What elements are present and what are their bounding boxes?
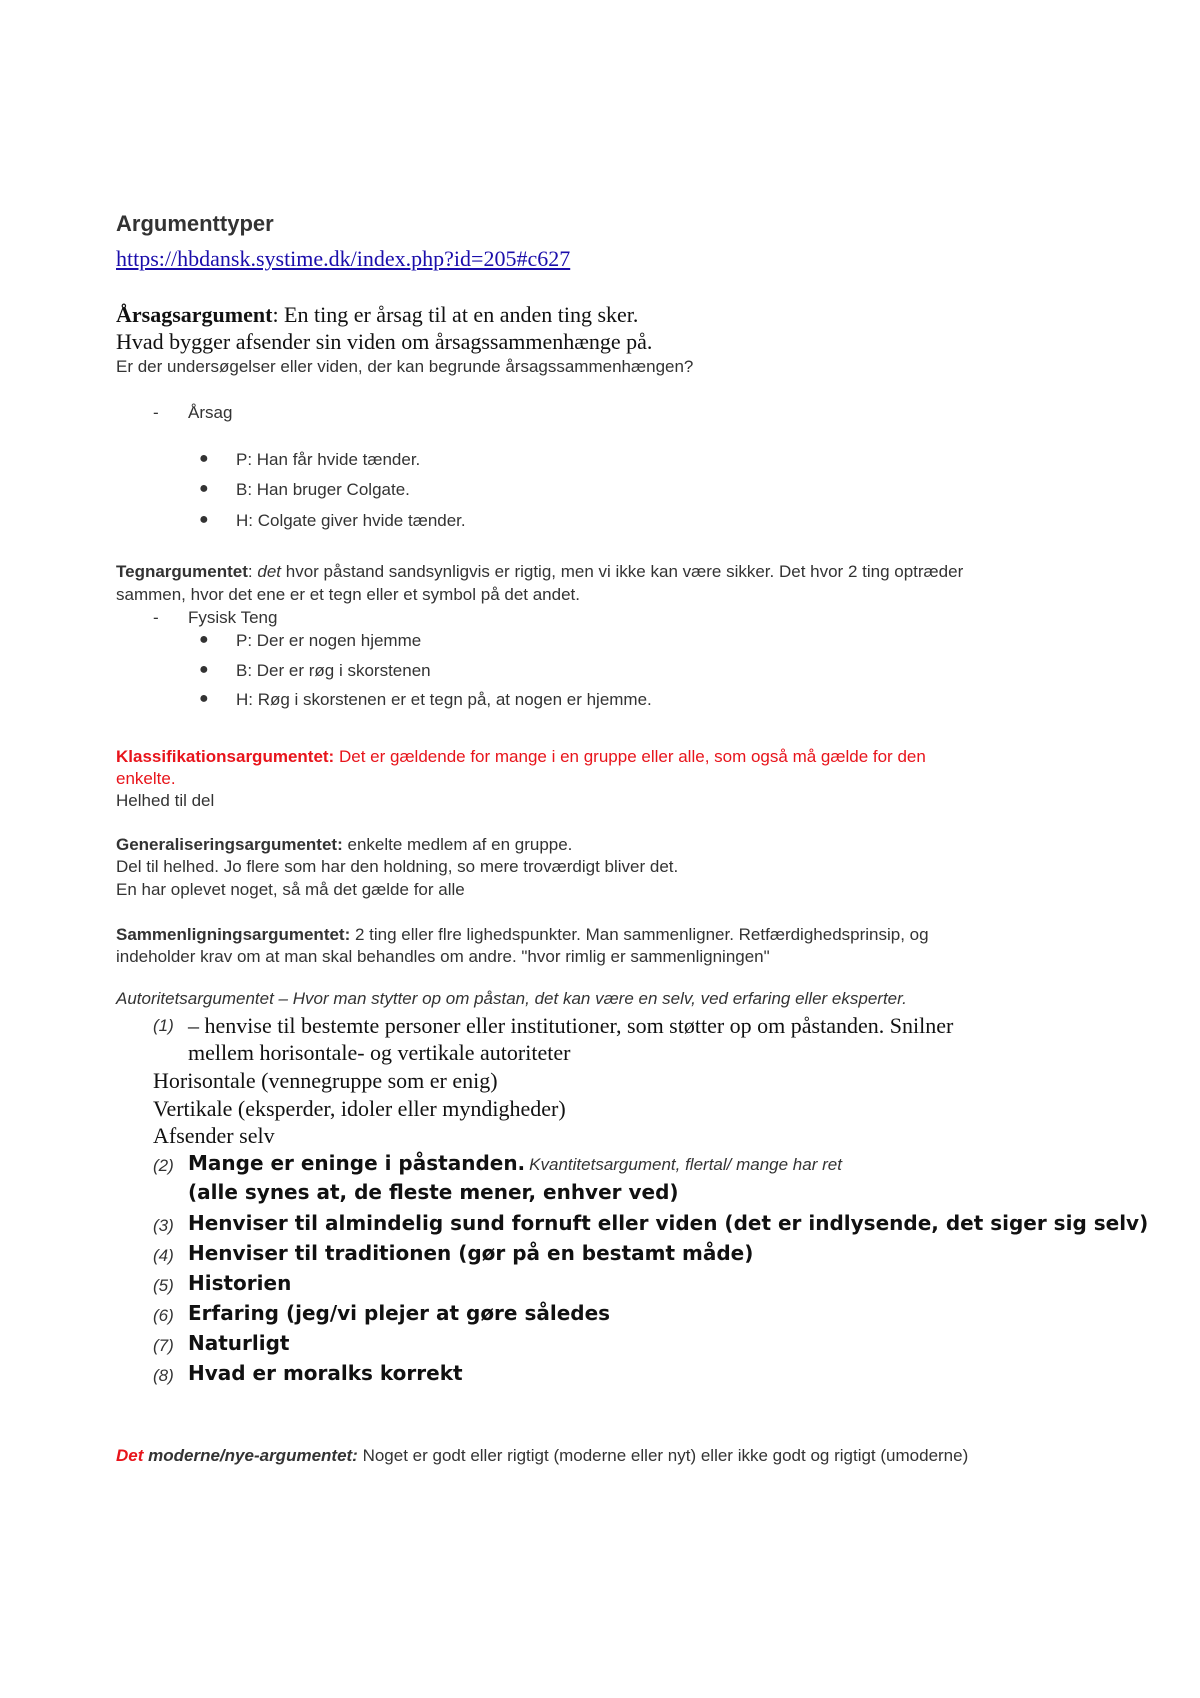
item-number: (7) <box>153 1336 174 1355</box>
arsag-dash: - <box>153 403 159 422</box>
bullet-icon: ● <box>199 690 209 707</box>
autoritet-item2-bold: Mange er eninge i påstanden. <box>188 1151 526 1175</box>
tegn-line1 <box>116 562 963 582</box>
item-number: (4) <box>153 1246 174 1265</box>
autoritet-item-6: Erfaring (jeg/vi plejer at gøre således <box>188 1301 611 1325</box>
tegn-sub: Fysisk Teng <box>188 608 278 627</box>
klass-rest: Det er gældende for mange i en gruppe eller alle, som også må gælde for den <box>338 747 926 766</box>
item-number: (8) <box>153 1366 174 1385</box>
tegn-det: det <box>257 562 282 581</box>
autoritet-plain-3: Afsender selv <box>153 1123 275 1148</box>
klass-heading: Klassifikationsargumentet: <box>116 747 335 766</box>
klass-line2: enkelte. <box>116 769 176 788</box>
moderne-heading-red: Det <box>116 1446 144 1465</box>
arsag-bullet-3: H: Colgate giver hvide tænder. <box>236 511 466 530</box>
autoritet-item2-line2: (alle synes at, de fleste mener, enhver ved) <box>188 1180 679 1204</box>
bullet-icon: ● <box>199 450 209 467</box>
arsag-heading-line <box>116 302 638 328</box>
autoritet-plain-2: Vertikale (eksperder, idoler eller myndigheder) <box>153 1096 566 1121</box>
tegn-bullet-2: B: Der er røg i skorstenen <box>236 661 431 680</box>
tegn-heading: Tegnargumentet <box>116 562 248 581</box>
autoritet-item-7: Naturligt <box>188 1331 290 1355</box>
sammen-heading: Sammenligningsargumentet: <box>116 925 351 944</box>
sammen-line1 <box>116 925 929 945</box>
doc-title: Argumenttyper <box>116 211 274 236</box>
arsag-line2: Hvad bygger afsender sin viden om årsagssammenhænge på. <box>116 329 653 354</box>
autoritet-item2-italic: Kvantitetsargument, flertal/ mange har ret <box>529 1155 842 1174</box>
autoritet-item-5: Historien <box>188 1271 292 1295</box>
arsag-line3: Er der undersøgelser eller viden, der kan begrunde årsagssammenhængen? <box>116 357 694 376</box>
autoritet-item1-line1: – henvise til bestemte personer eller institutioner, som støtter op om påstanden. Snilner <box>188 1013 954 1038</box>
moderne-line <box>116 1446 968 1466</box>
klass-line1 <box>116 747 926 767</box>
general-rest: enkelte medlem af en gruppe. <box>347 835 573 854</box>
autoritet-plain-1: Horisontale (vennegruppe som er enig) <box>153 1068 498 1093</box>
bullet-icon: ● <box>199 661 209 678</box>
bullet-icon: ● <box>199 631 209 648</box>
tegn-line2: sammen, hvor det ene er et tegn eller et symbol på det andet. <box>116 585 580 604</box>
general-line1 <box>116 835 572 855</box>
autoritet-item2-line1 <box>188 1151 842 1175</box>
item-number: (5) <box>153 1276 174 1295</box>
autoritet-item-3: Henviser til almindelig sund fornuft eller viden (det er indlysende, det siger sig selv) <box>188 1211 1149 1235</box>
autoritet-item-4: Henviser til traditionen (gør på en bestamt måde) <box>188 1241 754 1265</box>
source-link[interactable]: https://hbdansk.systime.dk/index.php?id=205#c627 <box>116 246 571 271</box>
autoritet-item1-line2: mellem horisontale- og vertikale autoriteter <box>188 1040 571 1065</box>
autoritet-item-8: Hvad er moralks korrekt <box>188 1361 463 1385</box>
arsag-sub: Årsag <box>188 403 233 422</box>
klass-line3: Helhed til del <box>116 791 215 810</box>
item-number: (6) <box>153 1306 174 1325</box>
item-number: (3) <box>153 1216 174 1235</box>
bullet-icon: ● <box>199 511 209 528</box>
sammen-rest: 2 ting eller flre lighedspunkter. Man sammenligner. Retfærdighedsprinsip, og <box>355 925 929 944</box>
tegn-bullet-3: H: Røg i skorstenen er et tegn på, at nogen er hjemme. <box>236 690 652 709</box>
item-number: (2) <box>153 1156 174 1175</box>
autoritet-intro: Autoritetsargumentet – Hvor man stytter op om påstan, det kan være en selv, ved erfaring eller eksperter. <box>116 989 907 1008</box>
bullet-icon: ● <box>199 480 209 497</box>
item-number: (1) <box>153 1016 174 1035</box>
arsag-bullet-2: B: Han bruger Colgate. <box>236 480 410 499</box>
tegn-colon: : <box>247 562 253 581</box>
tegn-dash: - <box>153 608 159 627</box>
general-line2: Del til helhed. Jo flere som har den holdning, so mere troværdigt bliver det. <box>116 857 679 876</box>
general-heading: Generaliseringsargumentet: <box>116 835 343 854</box>
moderne-heading: moderne/nye-argumentet: <box>148 1446 358 1465</box>
general-line3: En har oplevet noget, så må det gælde for alle <box>116 880 465 899</box>
arsag-heading: Årsagsargument <box>116 302 273 327</box>
tegn-bullet-1: P: Der er nogen hjemme <box>236 631 422 650</box>
arsag-heading-rest: : En ting er årsag til at en anden ting sker. <box>272 302 639 327</box>
arsag-bullet-1: P: Han får hvide tænder. <box>236 450 421 469</box>
moderne-rest: Noget er godt eller rigtigt (moderne eller nyt) eller ikke godt og rigtigt (umoderne) <box>362 1446 969 1465</box>
tegn-rest: hvor påstand sandsynligvis er rigtig, men vi ikke kan være sikker. Det hvor 2 ting optræder <box>285 562 964 581</box>
sammen-line2: indeholder krav om at man skal behandles om andre. "hvor rimlig er sammenligningen" <box>116 947 770 966</box>
